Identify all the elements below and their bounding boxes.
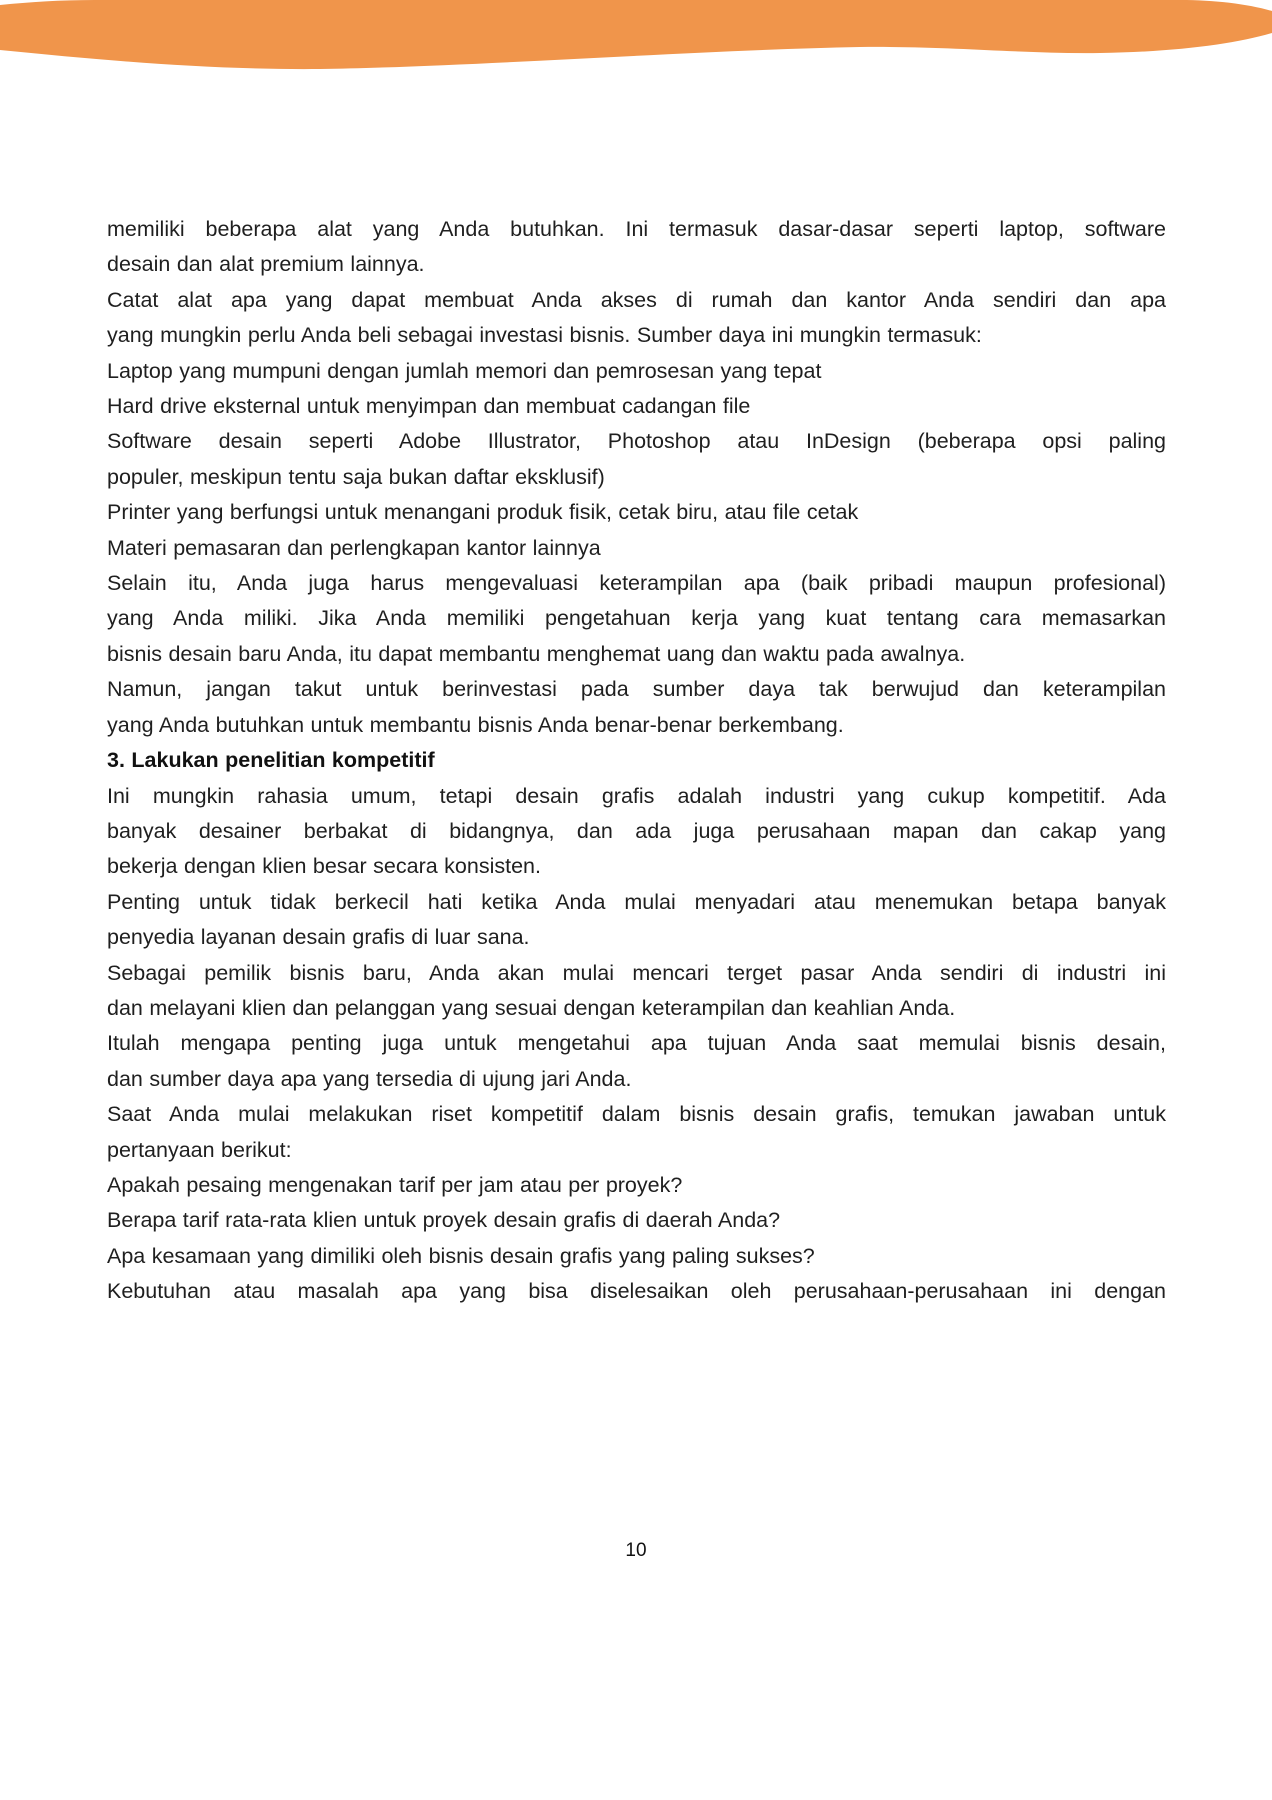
text-line: Apakah pesaing mengenakan tarif per jam atau per proyek? [107,1172,683,1197]
body-text [107,212,1166,1310]
text-line: Namun, jangan takut untuk berinvestasi pada sumber daya tak berwujud dan keterampilan [107,677,1166,702]
text-line: Apa kesamaan yang dimiliki oleh bisnis desain grafis yang paling sukses? [107,1243,815,1268]
text-line: yang mungkin perlu Anda beli sebagai investasi bisnis. Sumber daya ini mungkin termasuk: [107,323,982,348]
top-wave-shape [0,0,1272,69]
text-line: desain dan alat premium lainnya. [107,252,425,277]
text-line: Ini mungkin rahasia umum, tetapi desain grafis adalah industri yang cukup kompetitif. Ada [107,783,1166,808]
text-line: yang Anda butuhkan untuk membantu bisnis Anda benar-benar berkembang. [107,712,844,737]
section-heading: 3. Lakukan penelitian kompetitif [107,748,435,773]
text-line: Itulah mengapa penting juga untuk mengetahui apa tujuan Anda saat memulai bisnis desain, [107,1031,1166,1056]
text-line: penyedia layanan desain grafis di luar sana. [107,925,530,950]
text-line: Materi pemasaran dan perlengkapan kantor lainnya [107,535,601,560]
text-line: Printer yang berfungsi untuk menangani produk fisik, cetak biru, atau file cetak [107,500,859,525]
text-line: yang Anda miliki. Jika Anda memiliki pengetahuan kerja yang kuat tentang cara memasarkan [107,606,1166,631]
text-line: pertanyaan berikut: [107,1137,292,1162]
text-line: populer, meskipun tentu saja bukan daftar eksklusif) [107,464,605,489]
text-line: Hard drive eksternal untuk menyimpan dan membuat cadangan file [107,394,751,419]
text-line: bisnis desain baru Anda, itu dapat membantu menghemat uang dan waktu pada awalnya. [107,641,966,666]
text-line: Penting untuk tidak berkecil hati ketika Anda mulai menyadari atau menemukan betapa banyak [107,889,1166,914]
top-wave-svg [0,0,1272,80]
text-line: Berapa tarif rata-rata klien untuk proyek desain grafis di daerah Anda? [107,1208,781,1233]
text-line: Sebagai pemilik bisnis baru, Anda akan mulai mencari terget pasar Anda sendiri di industri ini [107,960,1166,985]
text-line: banyak desainer berbakat di bidangnya, dan ada juga perusahaan mapan dan cakap yang [107,818,1166,843]
text-line: Kebutuhan atau masalah apa yang bisa diselesaikan oleh perusahaan-perusahaan ini dengan [107,1279,1166,1304]
text-line: Software desain seperti Adobe Illustrator, Photoshop atau InDesign (beberapa opsi paling [107,429,1166,454]
text-line: Catat alat apa yang dapat membuat Anda akses di rumah dan kantor Anda sendiri dan apa [107,287,1166,312]
text-line: Selain itu, Anda juga harus mengevaluasi keterampilan apa (baik pribadi maupun profesional) [107,571,1166,596]
text-line: bekerja dengan klien besar secara konsisten. [107,854,541,879]
page-number: 10 [625,1540,647,1561]
text-line: Laptop yang mumpuni dengan jumlah memori dan pemrosesan yang tepat [107,358,822,383]
top-wave-decoration [0,0,1272,80]
text-line: memiliki beberapa alat yang Anda butuhkan. Ini termasuk dasar-dasar seperti laptop, software [107,217,1166,241]
text-line: Saat Anda mulai melakukan riset kompetitif dalam bisnis desain grafis, temukan jawaban untuk [107,1102,1166,1127]
text-line: dan sumber daya apa yang tersedia di ujung jari Anda. [107,1066,632,1091]
text-line: dan melayani klien dan pelanggan yang sesuai dengan keterampilan dan keahlian Anda. [107,995,956,1020]
